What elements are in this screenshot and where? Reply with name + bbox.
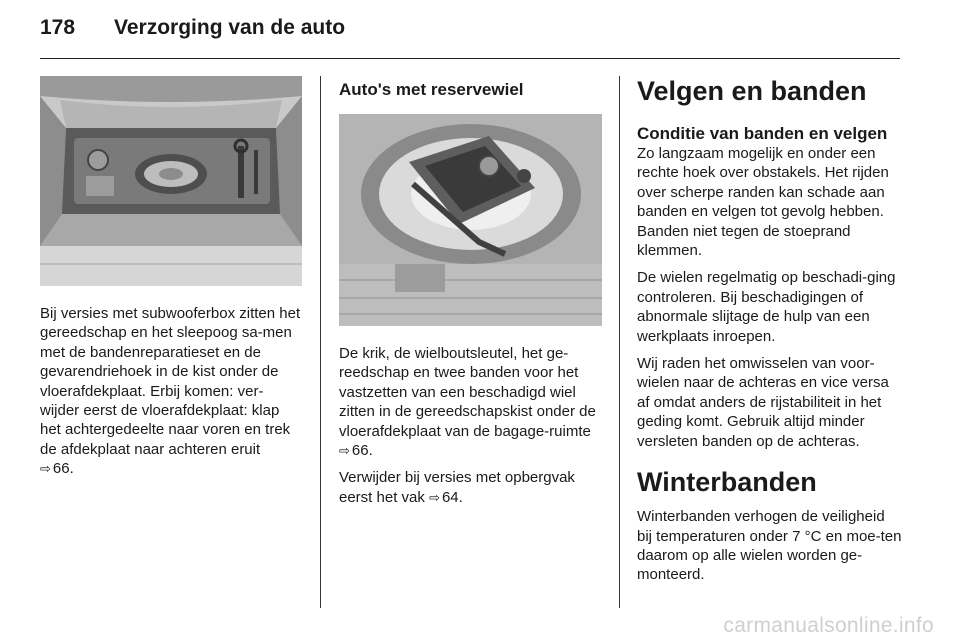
column-2 [339, 76, 602, 515]
col1-page-reference[interactable]: 66. [52, 460, 74, 478]
tyre-condition-subheading: Conditie van banden en velgen [637, 124, 888, 143]
col2-paragraph-1-text: De krik, de wielboutsleutel, het ge-reedschap en twee banden voor het vastzetten van een beschadigd wiel zitten in de gereedschapskist onder de vloerafdekplaat van de bagage-ruimte [339, 345, 596, 440]
col2-page-reference-1[interactable]: 66. [351, 442, 373, 460]
column-divider-2 [619, 76, 620, 608]
header-divider [40, 58, 900, 59]
col3-paragraph-2: De wielen regelmatig op beschadi-ging controleren. Bij beschadigingen of abnormale slijtage de hulp van een werkplaats inroepen. [637, 269, 896, 345]
page-title: Verzorging van de auto [114, 16, 346, 39]
page-reference-arrow-icon: ⇨ [40, 461, 51, 477]
page-header [40, 16, 345, 50]
col2-page-reference-2[interactable]: 64. [441, 488, 463, 506]
page-number: 178 [40, 16, 76, 39]
col1-paragraph [40, 304, 302, 479]
col1-paragraph-text: Bij versies met subwooferbox zitten het gereedschap en het sleepoog sa-men met de bandenreparatieset en de gevarendriehoek in de kist onder de vloerafdekplaat. Erbij komen: ver-wijder eerst de vloerafdekplaat: klap het achtergedeelte naar voren en trek de afdekplaat naar achteren eruit [40, 305, 301, 458]
col3-paragraph-4: Winterbanden verhogen de veiligheid bij temperaturen onder 7 °C en moe-ten daarom op alle wielen worden ge-monteerd. [637, 508, 902, 584]
page-reference-arrow-icon: ⇨ [429, 489, 440, 505]
winter-tyres-heading: Winterbanden [637, 467, 817, 498]
spare-wheel-heading: Auto's met reservewiel [339, 80, 524, 99]
column-3 [637, 76, 903, 593]
wheels-tyres-heading: Velgen en banden [637, 76, 867, 106]
col2-paragraph-2-text: Verwijder bij versies met opbergvak eerst het vak [339, 469, 575, 506]
col3-paragraph-3: Wij raden het omwisselen van voor-wielen naar de achteras en vice versa af omdat anders de rijstabiliteit in het geding komt. Gebruik altijd minder versleten banden op de achteras. [637, 355, 889, 450]
column-1 [40, 76, 302, 487]
col2-paragraph-1 [339, 344, 602, 460]
column-divider-1 [320, 76, 321, 608]
spare-wheel-figure [339, 114, 602, 326]
page-reference-arrow-icon: ⇨ [339, 443, 350, 459]
col3-paragraph-1: Zo langzaam mogelijk en onder een rechte hoek over obstakels. Het rijden over scherpe randen kan schade aan banden en velgen tot gevolg hebben. Banden niet tegen de stoeprand klemmen. [637, 145, 889, 260]
col2-paragraph-2 [339, 468, 602, 507]
watermark: carmanualsonline.info [723, 614, 934, 637]
trunk-subwoofer-figure [40, 76, 302, 286]
